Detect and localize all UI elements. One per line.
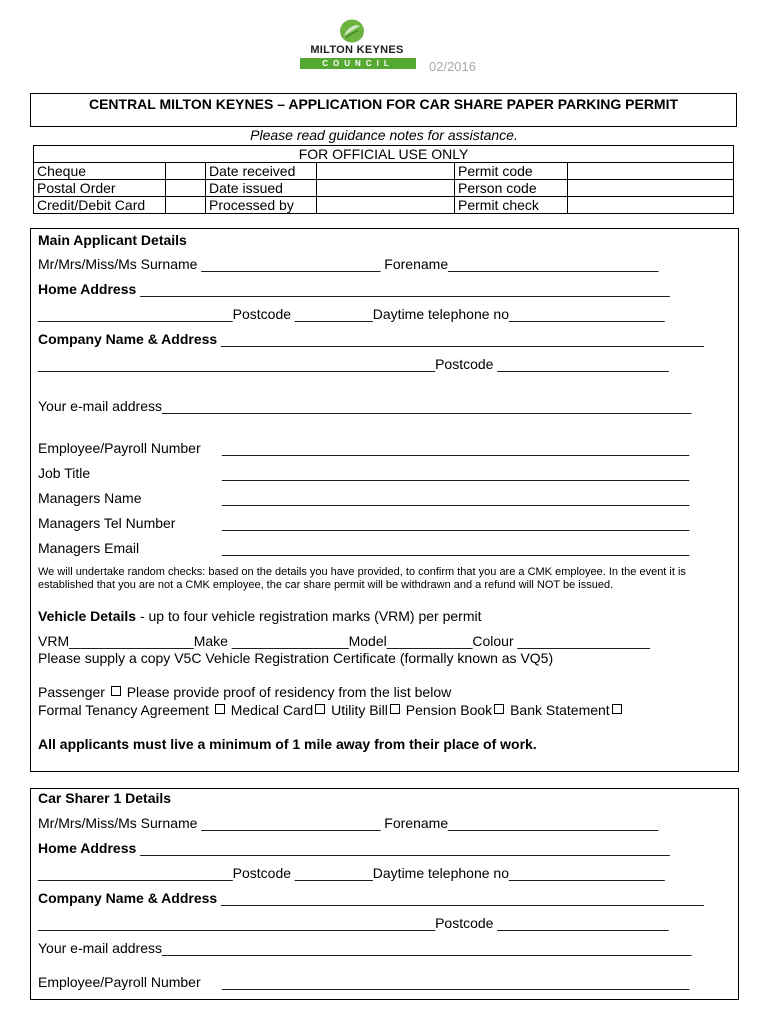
council-logo	[290, 14, 424, 72]
manager-email-field[interactable]	[38, 540, 689, 556]
payment-postal-label: Postal Order	[34, 180, 166, 197]
proof-bank-checkbox[interactable]	[612, 704, 622, 714]
manager-email-line[interactable]: ____________________________________________________________	[222, 540, 690, 556]
payment-cheque-label: Cheque	[34, 163, 166, 180]
manager-tel-label: Managers Tel Number	[38, 515, 176, 531]
payment-card-field[interactable]	[166, 197, 206, 214]
v5c-note: Please supply a copy V5C Vehicle Registration Certificate (formally known as VQ5)	[38, 650, 554, 666]
car-sharer-1-section	[30, 788, 739, 1000]
proof-tenancy-label: Formal Tenancy Agreement	[38, 702, 209, 718]
proof-medical-label: Medical Card	[230, 702, 314, 718]
manager-email-label: Managers Email	[38, 540, 140, 556]
manager-name-field[interactable]	[38, 490, 689, 506]
sharer-home-address-field[interactable]	[38, 840, 670, 856]
manager-name-label: Managers Name	[38, 490, 142, 506]
permit-check-label: Permit check	[455, 197, 568, 214]
sharer-company-address-line[interactable]: ______________________________________________________________	[217, 890, 704, 906]
official-use-table	[33, 145, 734, 214]
job-title-label: Job Title	[38, 465, 91, 481]
home-address-field[interactable]	[38, 281, 670, 297]
official-use-heading: FOR OFFICIAL USE ONLY	[34, 146, 734, 163]
manager-tel-line[interactable]: ____________________________________________________________	[222, 515, 690, 531]
sharer-home-address-label: Home Address	[38, 840, 137, 856]
proof-medical-checkbox[interactable]	[315, 704, 325, 714]
proof-utility-checkbox[interactable]	[390, 704, 400, 714]
date-received-label: Date received	[206, 163, 317, 180]
sharer-home-address-line[interactable]: ____________________________________________________________________	[136, 840, 670, 856]
home-address-line[interactable]: ____________________________________________________________________	[136, 281, 670, 297]
proof-utility-label: Utility Bill	[331, 702, 388, 718]
company-postcode-field[interactable]: ___________________________________________________Postcode ______________________	[38, 356, 669, 372]
sharer-employee-number-label: Employee/Payroll Number	[38, 974, 201, 990]
sharer-email-field[interactable]: Your e-mail address____________________________________________________________________	[38, 940, 692, 956]
form-title: CENTRAL MILTON KEYNES – APPLICATION FOR CAR SHARE PAPER PARKING PERMIT	[30, 93, 737, 127]
payment-postal-field[interactable]	[166, 180, 206, 197]
passenger-checkbox[interactable]	[111, 686, 121, 696]
sharer-company-postcode-field[interactable]: ___________________________________________________Postcode ______________________	[38, 915, 669, 931]
company-address-label: Company Name & Address	[38, 331, 218, 347]
vehicle-details-label: Vehicle Details	[38, 608, 137, 624]
main-applicant-heading: Main Applicant Details	[38, 232, 187, 248]
permit-code-field[interactable]	[568, 163, 734, 180]
postcode-phone-field[interactable]: _________________________Postcode __________Daytime telephone no____________________	[38, 306, 665, 322]
job-title-field[interactable]	[38, 465, 689, 481]
date-issued-field[interactable]	[317, 180, 455, 197]
table-row	[34, 180, 734, 197]
email-field[interactable]: Your e-mail address____________________________________________________________________	[38, 398, 692, 414]
proof-pension-checkbox[interactable]	[494, 704, 504, 714]
company-address-line[interactable]: ______________________________________________________________	[217, 331, 704, 347]
main-applicant-section	[30, 228, 739, 772]
random-checks-note: We will undertake random checks: based on the details you have provided, to confirm that you are a CMK employee. In the event it is established that you are not a CMK employee, the car share permit will be withdrawn and a refund will NOT be issued.	[38, 566, 686, 591]
proof-bank-label: Bank Statement	[510, 702, 610, 718]
mile-requirement-note: All applicants must live a minimum of 1 mile away from their place of work.	[38, 736, 537, 752]
permit-code-label: Permit code	[455, 163, 568, 180]
passenger-line	[38, 684, 451, 700]
sharer-employee-number-line[interactable]: ____________________________________________________________	[222, 974, 690, 990]
employee-number-label: Employee/Payroll Number	[38, 440, 201, 456]
employee-number-field[interactable]	[38, 440, 689, 456]
sharer-postcode-phone-field[interactable]: _________________________Postcode __________Daytime telephone no____________________	[38, 865, 665, 881]
vehicle-details-note: - up to four vehicle registration marks (VRM) per permit	[136, 608, 482, 624]
manager-tel-field[interactable]	[38, 515, 689, 531]
table-row	[34, 163, 734, 180]
sharer-name-field[interactable]: Mr/Mrs/Miss/Ms Surname _______________________ Forename___________________________	[38, 815, 659, 831]
table-row	[34, 197, 734, 214]
payment-cheque-field[interactable]	[166, 163, 206, 180]
guidance-note: Please read guidance notes for assistance.	[250, 127, 518, 143]
proof-tenancy-checkbox[interactable]	[215, 704, 225, 714]
passenger-note: Please provide proof of residency from the list below	[126, 684, 452, 700]
vehicle-details-line	[38, 608, 482, 624]
date-received-field[interactable]	[317, 163, 455, 180]
person-code-label: Person code	[455, 180, 568, 197]
proof-options-line	[38, 702, 624, 718]
form-code: 02/2016	[429, 59, 476, 74]
processed-by-field[interactable]	[317, 197, 455, 214]
name-field[interactable]: Mr/Mrs/Miss/Ms Surname _______________________ Forename___________________________	[38, 256, 659, 272]
sharer-employee-number-field[interactable]	[38, 974, 689, 990]
passenger-label: Passenger	[38, 684, 105, 700]
job-title-line[interactable]: ____________________________________________________________	[222, 465, 690, 481]
company-address-field[interactable]	[38, 331, 704, 347]
permit-check-field[interactable]	[568, 197, 734, 214]
sharer-company-address-field[interactable]	[38, 890, 704, 906]
logo-council-bar: COUNCIL	[300, 58, 416, 69]
payment-card-label: Credit/Debit Card	[34, 197, 166, 214]
processed-by-label: Processed by	[206, 197, 317, 214]
car-sharer-1-heading: Car Sharer 1 Details	[38, 790, 172, 806]
leaf-icon	[338, 18, 366, 44]
person-code-field[interactable]	[568, 180, 734, 197]
home-address-label: Home Address	[38, 281, 137, 297]
proof-pension-label: Pension Book	[405, 702, 493, 718]
logo-name: MILTON KEYNES	[310, 44, 404, 56]
sharer-company-address-label: Company Name & Address	[38, 890, 218, 906]
manager-name-line[interactable]: ____________________________________________________________	[222, 490, 690, 506]
date-issued-label: Date issued	[206, 180, 317, 197]
vrm-make-model-colour-field[interactable]: VRM________________Make _______________Model___________Colour _________________	[38, 633, 650, 649]
employee-number-line[interactable]: ____________________________________________________________	[222, 440, 690, 456]
